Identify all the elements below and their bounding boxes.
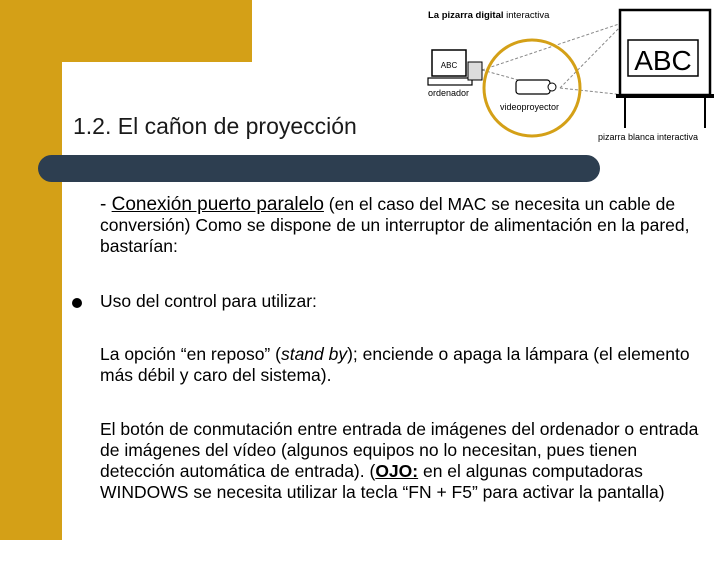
intro-paragraph [100,194,715,257]
board-label: pizarra blanca interactiva [598,132,699,142]
diagram-title: La pizarra digital interactiva [428,10,550,21]
bullet-dot [72,298,82,308]
projector-label: videoproyector [500,102,560,112]
interactive-whiteboard-illustration [420,0,720,155]
title-underline-bar [38,155,600,182]
ojo-note: OJO: [375,461,419,481]
computer-screen-text: ABC [440,61,458,70]
slide-title: 1.2. El cañon de proyección [73,113,357,139]
parallel-port-link[interactable]: Conexión puerto paralelo [111,194,324,215]
standby-paragraph: La opción “en reposo” (stand by); enciende o apaga la lámpara (el elemento más débil y caro del sistema). [100,344,690,385]
gold-top-block [0,0,252,62]
bullet-text: Uso del control para utilizar: [100,291,317,311]
whiteboard-icon [616,10,714,128]
intro-rest: (en el caso del MAC se necesita un cable de conversión) Como se dispone de un interruptor de alimentación en la pared, bastarían: [100,194,690,256]
intro-lead: - Conexión puerto paralelo [100,194,324,215]
computer-label: ordenador [428,88,470,98]
input-switch-paragraph: El botón de conmutación entre entrada de imágenes del ordenador o entrada de imágenes del vídeo (algunos equipos no lo necesitan, pues tienen detección automática de entrada). (OJO: en el algunas computadoras WINDOWS se necesita utilizar la tecla “FN + F5” para activar la pantalla) [100,419,699,502]
computer-icon [428,50,482,85]
gold-side-bar [0,0,62,540]
projector-icon [484,40,580,136]
whiteboard-text: ABC [634,45,692,76]
